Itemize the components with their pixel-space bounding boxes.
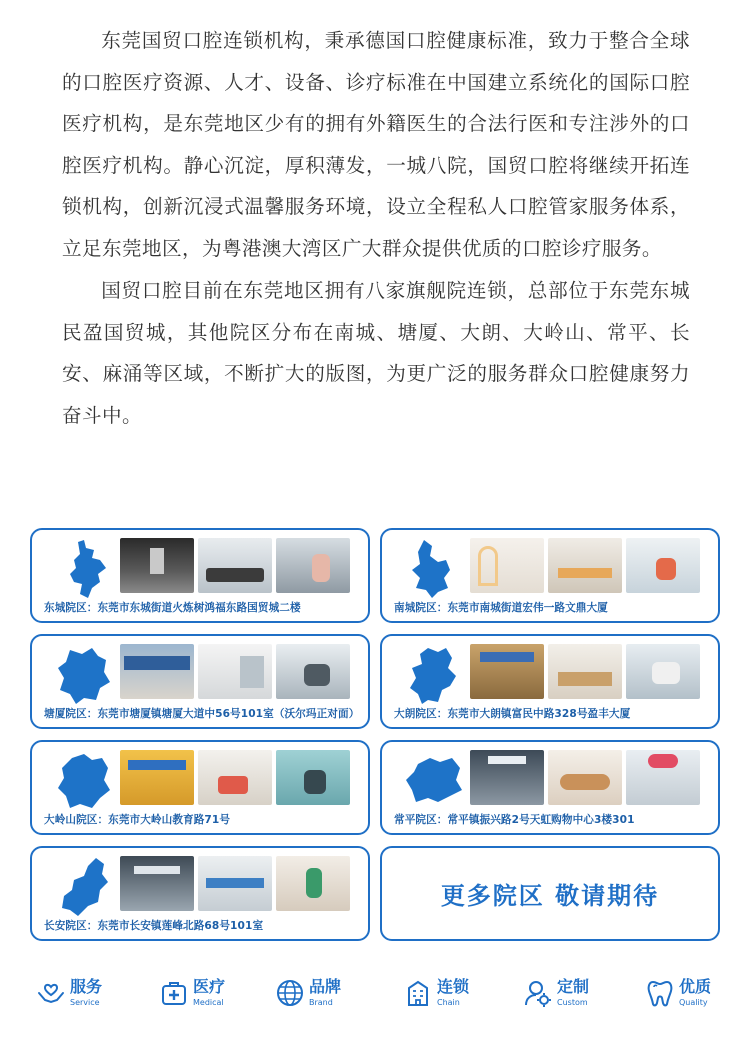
feature-sublabel: Medical [193,998,224,1007]
branch-photos [470,538,700,593]
branch-card-nancheng[interactable] [380,528,720,623]
branch-address: 长安院区：东莞市长安镇莲峰北路68号101室 [44,920,264,932]
medical-kit-icon [159,978,189,1008]
nancheng-map-icon [398,538,476,600]
branch-photo [626,644,700,699]
more-branches-card [380,846,720,941]
branch-address: 大朗院区：东莞市大朗镇富民中路328号盈丰大厦 [394,708,631,720]
branch-photos [120,856,350,911]
branch-photos [120,644,350,699]
branch-card-dalingshan[interactable] [30,740,370,835]
feature-label: 医疗 [193,977,226,996]
feature-label: 定制 [557,977,590,996]
globe-icon [275,978,305,1008]
intro-paragraph-1: 东莞国贸口腔连锁机构，秉承德国口腔健康标准，致力于整合全球的口腔医疗资源、人才、设备、诊疗标准在中国建立系统化的国际口腔医疗机构，是东莞地区少有的拥有外籍医生的合法行医和专注涉外的口腔医疗机构。静心沉淀，厚积薄发，一城八院，国贸口腔将继续开拓连锁机构，创新沉浸式温馨服务环境，设立全程私人口腔管家服务体系，立足东莞地区，为粤港澳大湾区广大群众提供优质的口腔诊疗服务。 [62,29,690,260]
branch-photo [276,856,350,911]
building-icon [403,978,433,1008]
branch-photo [198,856,272,911]
tooth-icon [645,978,675,1008]
branch-photo [198,750,272,805]
branch-address: 南城院区：东莞市南城街道宏伟一路文鼎大厦 [394,602,608,614]
branch-photo [470,644,544,699]
feature-custom [523,978,589,1008]
branch-photo [470,750,544,805]
feature-sublabel: Service [70,998,100,1007]
branch-card-dongcheng[interactable] [30,528,370,623]
branch-photos [470,644,700,699]
branch-card-changping[interactable] [380,740,720,835]
branch-card-tangxia[interactable] [30,634,370,729]
feature-label: 优质 [679,977,712,996]
dalang-map-icon [398,644,476,706]
feature-chain [403,978,469,1008]
branch-photo [120,750,194,805]
branch-photos [120,750,350,805]
feature-label: 服务 [70,977,103,996]
changan-map-icon [48,856,126,918]
branch-photo [120,538,194,593]
intro-paragraph-2: 国贸口腔目前在东莞地区拥有八家旗舰院连锁，总部位于东莞东城民盈国贸城，其他院区分布在南城、塘厦、大朗、大岭山、常平、长安、麻涌等区域，不断扩大的版图，为更广泛的服务群众口腔健康努力奋斗中。 [62,279,690,427]
feature-sublabel: Chain [437,998,460,1007]
branch-photo [470,538,544,593]
branch-photo [198,538,272,593]
feature-medical [159,978,225,1008]
user-gear-icon [523,978,553,1008]
feature-brand [275,978,341,1008]
dalingshan-map-icon [48,750,126,812]
branch-photo [548,644,622,699]
intro-section [62,20,690,436]
changping-map-icon [398,750,476,812]
branch-address: 大岭山院区：东莞市大岭山教育路71号 [44,814,231,826]
feature-label: 品牌 [309,977,342,996]
branch-address: 常平院区：常平镇振兴路2号天虹购物中心3楼301 [394,814,635,826]
branch-photos [120,538,350,593]
branch-photo [626,538,700,593]
dongcheng-map-icon [48,538,126,600]
branch-photo [626,750,700,805]
feature-sublabel: Brand [309,998,333,1007]
more-branches-label: 更多院区 敬请期待 [440,882,660,910]
feature-sublabel: Quality [679,998,708,1007]
branch-address: 塘厦院区：东莞市塘厦镇塘厦大道中56号101室（沃尔玛正对面） [44,708,360,720]
feature-label: 连锁 [437,977,470,996]
branch-photo [276,538,350,593]
feature-sublabel: Custom [557,998,588,1007]
feature-bar [0,978,750,1028]
branch-photo [548,538,622,593]
branch-card-changan[interactable] [30,846,370,941]
tangxia-map-icon [48,644,126,706]
branch-card-dalang[interactable] [380,634,720,729]
feature-service [36,978,102,1008]
branch-photo [548,750,622,805]
branch-photos [470,750,700,805]
branch-photo [276,750,350,805]
branch-photo [198,644,272,699]
heart-hands-icon [36,978,66,1008]
branch-photo [276,644,350,699]
feature-quality [645,978,711,1008]
branch-address: 东城院区：东莞市东城街道火炼树鸿福东路国贸城二楼 [44,602,301,614]
branch-photo [120,644,194,699]
branch-photo [120,856,194,911]
